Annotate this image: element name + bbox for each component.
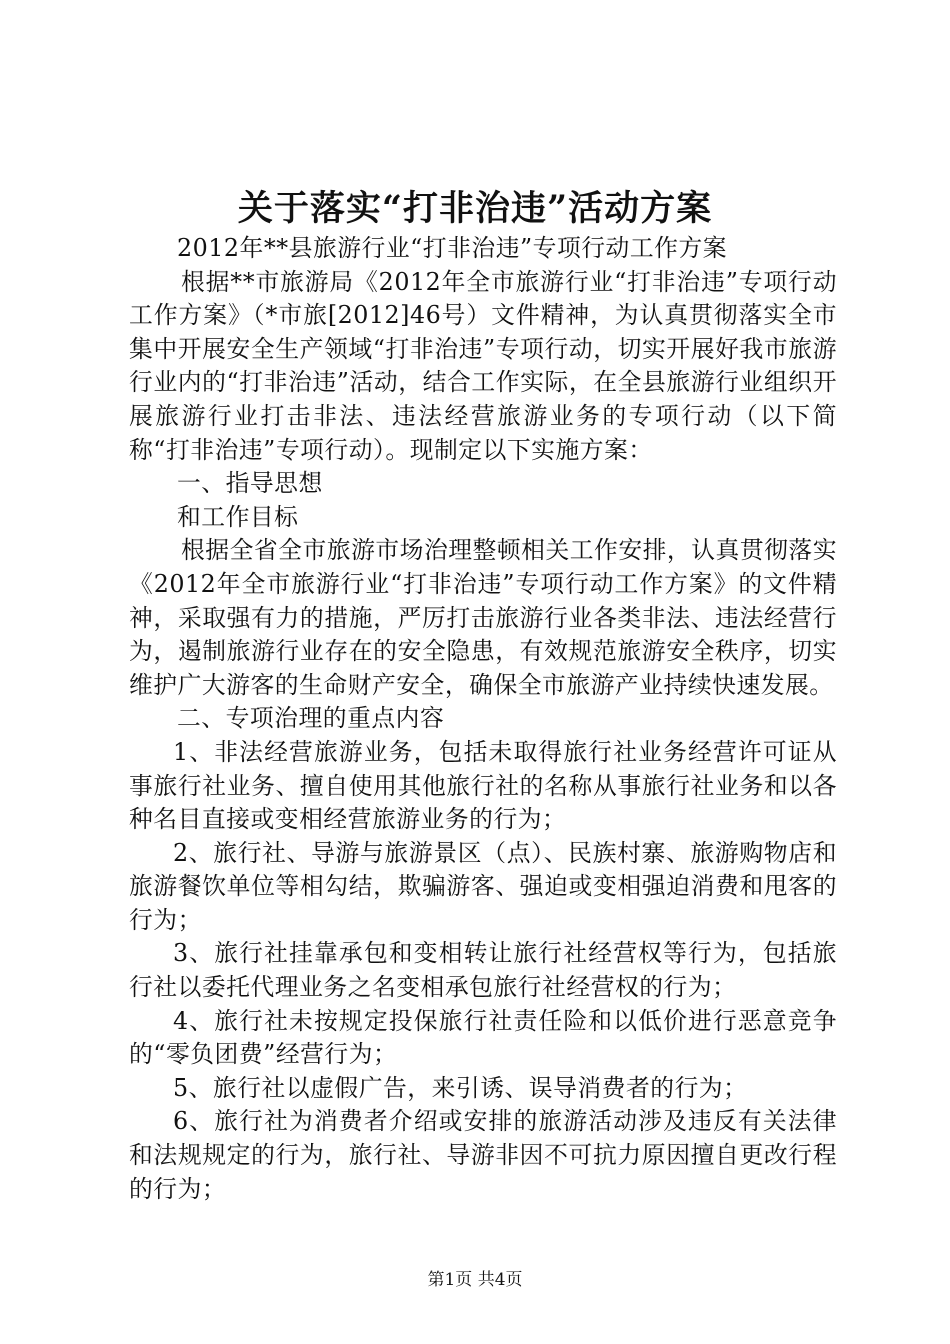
list-item-2: 2、旅行社、导游与旅游景区（点）、民族村寨、旅游购物店和旅游餐饮单位等相勾结，欺骗游客、强迫或变相强迫消费和甩客的行为； — [129, 838, 837, 934]
list-item-4: 4、旅行社未按规定投保旅行社责任险和以低价进行恶意竞争的“零负团费”经营行为； — [129, 1006, 837, 1069]
guiding-paragraph: 根据全省全市旅游市场治理整顿相关工作安排，认真贯彻落实《2012年全市旅游行业“打非治违”专项行动工作方案》的文件精神，采取强有力的措施，严厉打击旅游行业各类非法、违法经营行为，遏制旅游行业存在的安全隐患，有效规范旅游安全秩序，切实维护广大游客的生命财产安全，确保全市旅游产业持续快速发展。 — [129, 536, 838, 699]
list-item-3: 3、旅行社挂靠承包和变相转让旅行社经营权等行为，包括旅行社以委托代理业务之名变相承包旅行社经营权的行为； — [129, 939, 837, 1002]
list-item-6: 6、旅行社为消费者介绍或安排的旅游活动涉及违反有关法律和法规规定的行为，旅行社、导游非因不可抗力原因擅自更改行程的行为； — [129, 1107, 837, 1203]
page-number: 第1页 共4页 — [427, 1270, 523, 1290]
document-body — [129, 232, 837, 1206]
section-heading-1: 一、指导思想 — [177, 469, 323, 498]
section-heading-2: 二、专项治理的重点内容 — [177, 704, 445, 733]
document-title: 关于落实“打非治违”活动方案 — [237, 188, 713, 229]
list-item-5: 5、旅行社以虚假广告，来引诱、误导消费者的行为； — [173, 1073, 748, 1102]
section-heading-1-continued: 和工作目标 — [177, 502, 299, 531]
subtitle-paragraph: 2012年**县旅游行业“打非治违”专项行动工作方案 — [177, 234, 728, 262]
list-item-1: 1、非法经营旅游业务，包括未取得旅行社业务经营许可证从事旅行社业务、擅自使用其他旅行社的名称从事旅行社业务和以各种名目直接或变相经营旅游业务的行为； — [129, 737, 837, 834]
intro-paragraph: 根据**市旅游局《2012年全市旅游行业“打非治违”专项行动工作方案》（*市旅[2012]46号）文件精神，为认真贯彻落实全市集中开展安全生产领域“打非治违”专项行动，切实开展好我市旅游行业内的“打非治违”活动，结合工作实际，在全县旅游行业组织开展旅游行业打击非法、违法经营旅游业务的专项行动（以下简称“打非治违”专项行动）。现制定以下实施方案： — [129, 267, 837, 464]
